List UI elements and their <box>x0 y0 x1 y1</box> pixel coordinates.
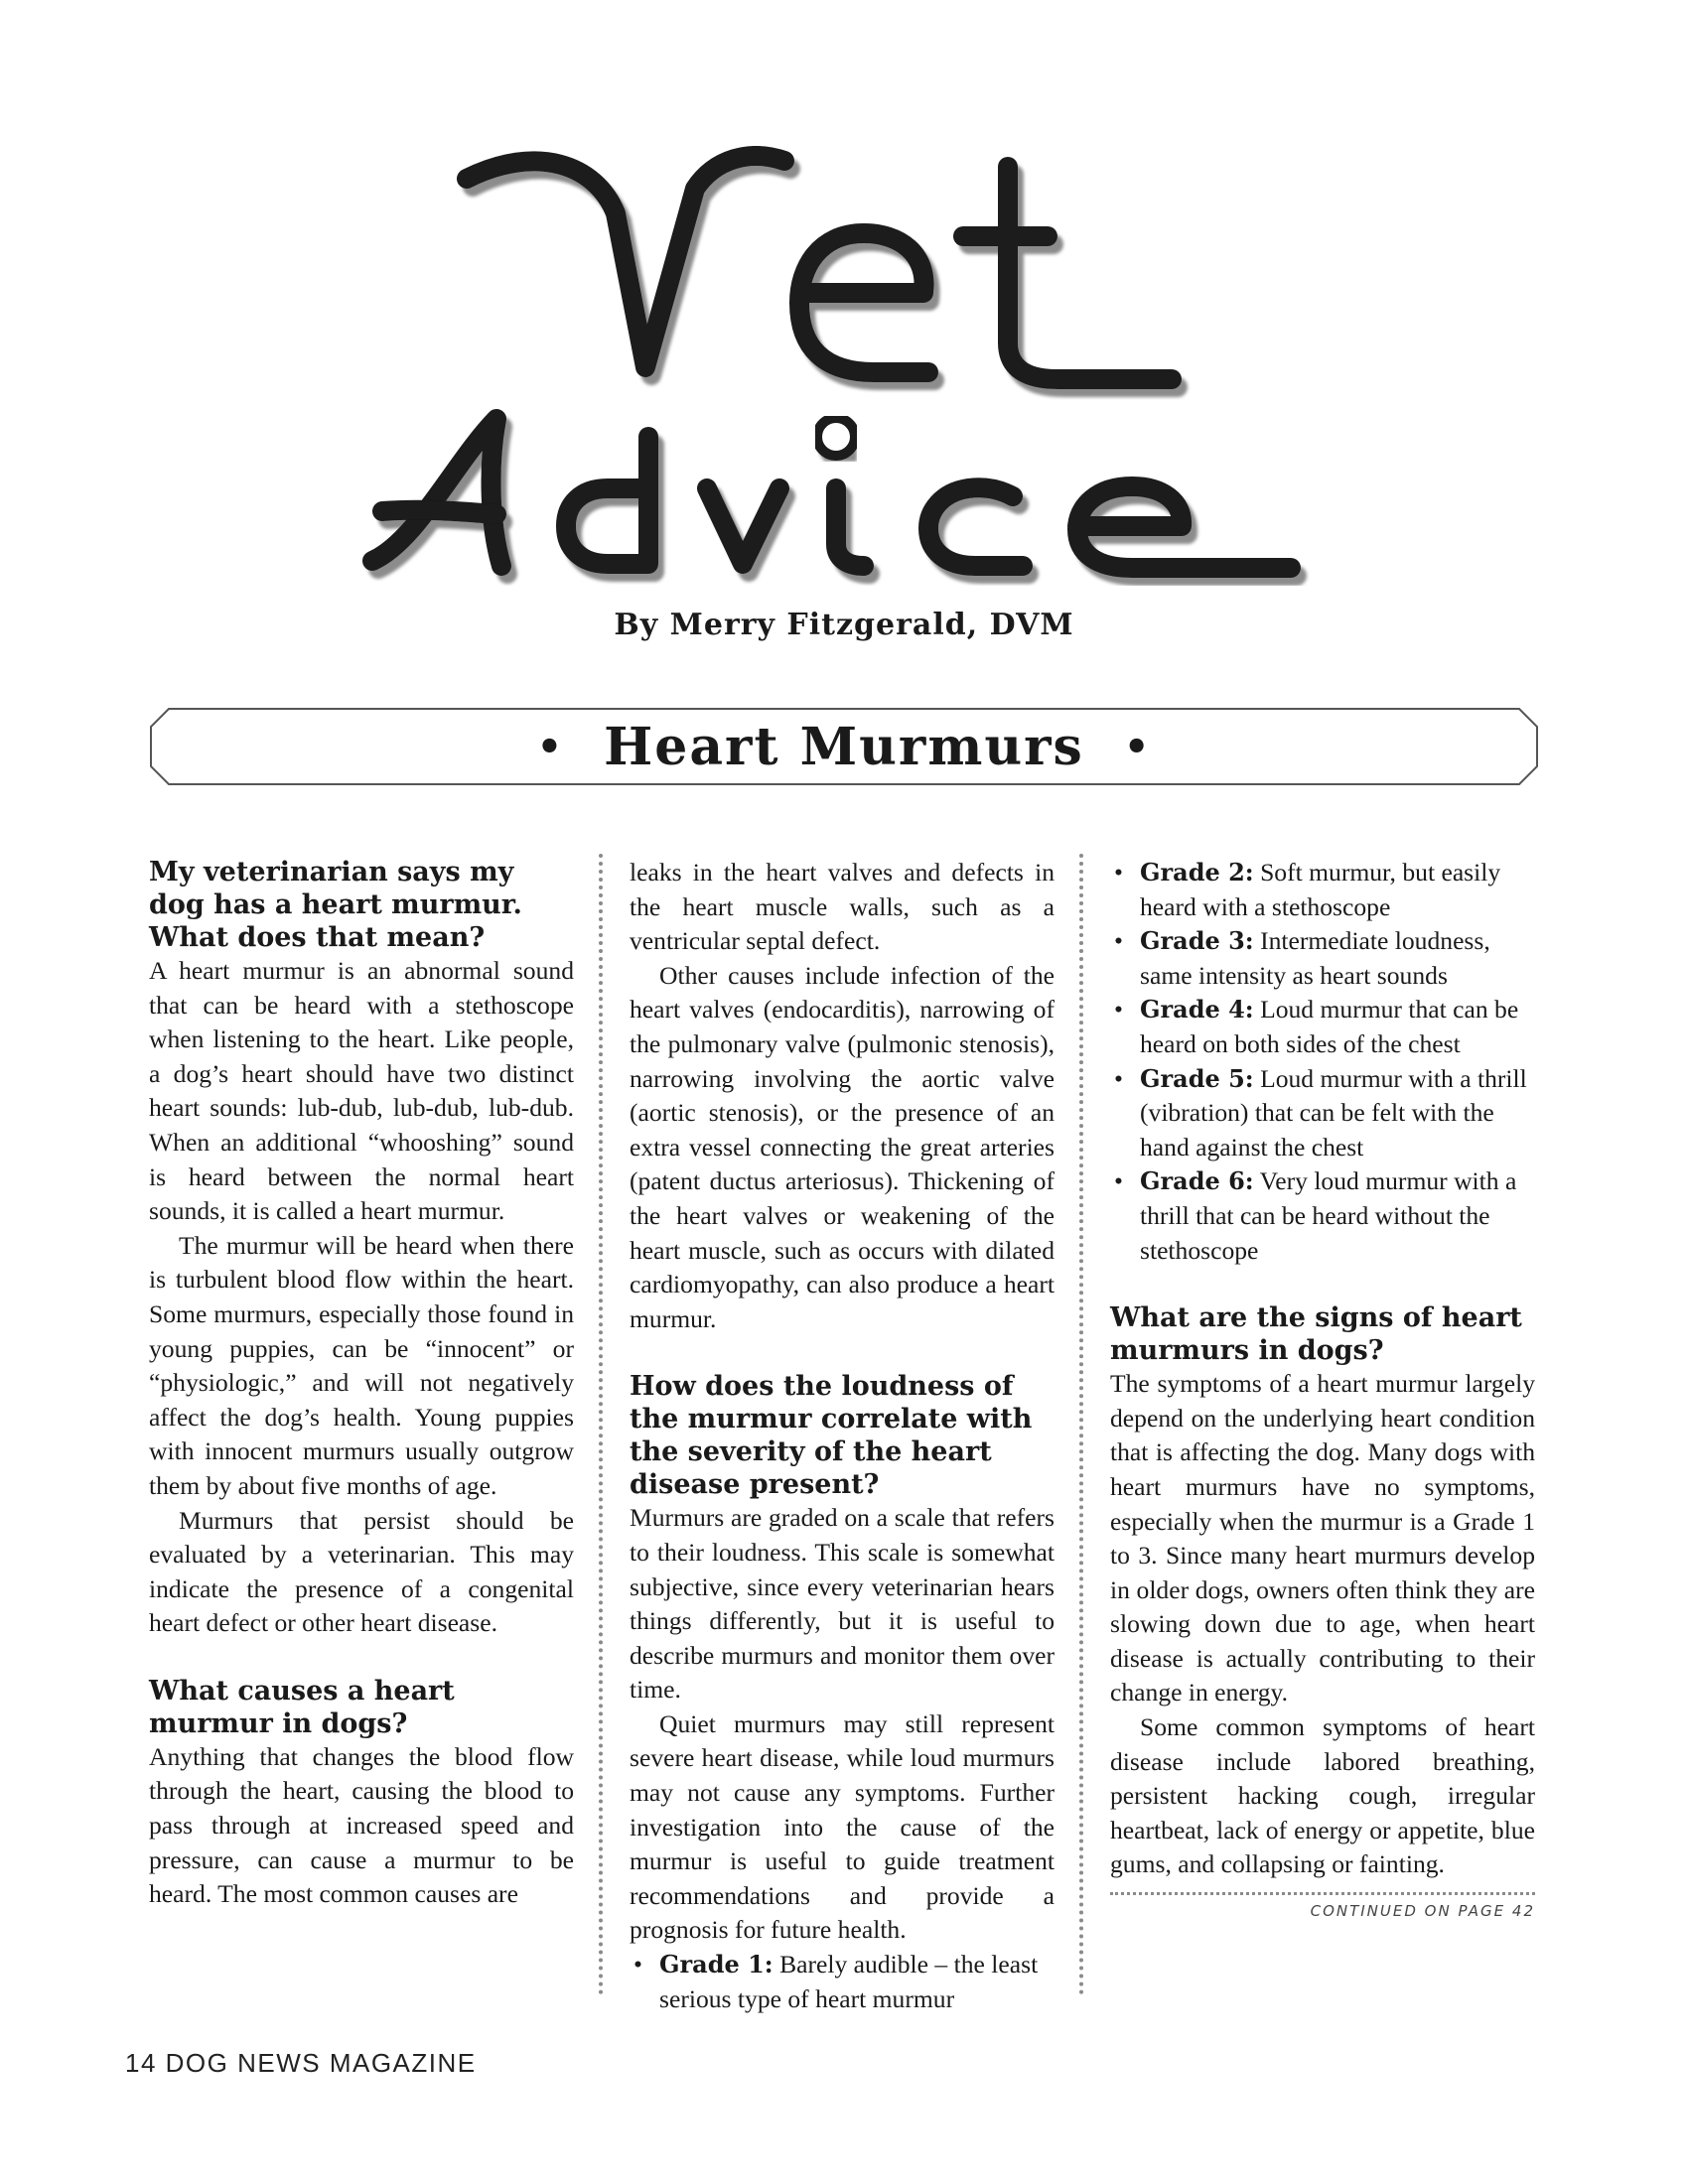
grade-text: Loud murmur with a thrill (vibration) that can be felt with the hand against the chest <box>1140 1063 1527 1161</box>
paragraph: The symptoms of a heart murmur largely depend on the underlying heart condition that is affecting the dog. Many dogs with heart murmurs have no symptoms, especially when the murmur is a Grade 1 to 3. Since many heart murmurs develop in older dogs, owners often think they are slowing down due to age, when heart disease is actually contributing to their change in energy. <box>1110 1369 1535 1707</box>
paragraph: leaks in the heart valves and defects in the heart muscle walls, such as a ventricular septal defect. <box>630 858 1055 956</box>
grade-item <box>1110 856 1535 924</box>
grade-label: Grade 2: <box>1140 858 1254 887</box>
grade-list-continued <box>1110 856 1535 1268</box>
bullet-right: • <box>1123 723 1152 770</box>
grade-label: Grade 1: <box>659 1950 774 1979</box>
byline: By Merry Fitzgerald, DVM <box>614 608 1074 642</box>
article-column-2 <box>630 856 1055 2016</box>
grade-label: Grade 6: <box>1140 1166 1254 1196</box>
article-column-3 <box>1110 856 1535 1921</box>
grade-label: Grade 4: <box>1140 995 1254 1024</box>
topic-title-row <box>149 707 1539 786</box>
article-column-1 <box>149 856 574 1912</box>
grade-label: Grade 5: <box>1140 1063 1254 1093</box>
grade-item <box>1110 924 1535 993</box>
column-divider-1 <box>599 854 603 1995</box>
page-folio: 14 DOG NEWS MAGAZINE <box>125 2048 477 2078</box>
masthead <box>0 119 1688 586</box>
grade-list <box>630 1948 1055 2016</box>
grade-item <box>1110 1062 1535 1165</box>
grade-label: Grade 3: <box>1140 926 1254 956</box>
continued-divider <box>1110 1892 1535 1895</box>
grade-text: Barely audible – the least serious type of heart murmur <box>659 1950 1039 2013</box>
paragraph: Murmurs that persist should be evaluated by a veterinarian. This may indicate the presence of a congenital heart defect or other heart disease. <box>149 1505 574 1638</box>
paragraph: Some common symptoms of heart disease include labored breathing, persistent hacking cough, irregular heartbeat, lack of energy or appetite, blue gums, and collapsing or fainting. <box>1110 1712 1535 1879</box>
question-heading-1: My veterinarian says my dog has a heart murmur. What does that mean? <box>149 857 522 953</box>
topic-title: Heart Murmurs <box>604 716 1084 777</box>
paragraph: The murmur will be heard when there is turbulent blood flow within the heart. Some murmurs, especially those found in young puppies, can be “innocent” or “physiologic,” and will not negatively affect the dog’s health. Young puppies with innocent murmurs usually outgrow them by about five months of age. <box>149 1230 574 1500</box>
paragraph: Quiet murmurs may still represent severe heart disease, while loud murmurs may not cause any symptoms. Further investigation into the cause of the murmur is useful to guide treatment recommendations and provide a prognosis for future health. <box>630 1708 1055 1945</box>
question-heading-4: What are the signs of heart murmurs in dogs? <box>1110 1302 1522 1367</box>
column-divider-2 <box>1079 854 1083 1995</box>
grade-item <box>630 1948 1055 2016</box>
grade-item <box>1110 993 1535 1061</box>
grade-text: Intermediate loudness, same intensity as heart sounds <box>1140 926 1490 990</box>
paragraph: A heart murmur is an abnormal sound that can be heard with a stethoscope when listening to the heart. Like people, a dog’s heart should have two distinct heart sounds: lub-dub, lub-dub, lub-dub. When an additional “whooshing” sound is heard between the normal heart sounds, it is called a heart murmur. <box>149 956 574 1226</box>
grade-text: Loud murmur that can be heard on both sides of the chest <box>1140 995 1519 1058</box>
paragraph: Murmurs are graded on a scale that refers to their loudness. This scale is somewhat subjective, since every veterinarian hears things differently, but it is useful to describe murmurs and monitor them over time. <box>630 1503 1055 1705</box>
paragraph: Other causes include infection of the heart valves (endocarditis), narrowing of the pulmonary valve (pulmonic stenosis), narrowing involving the aortic valve (aortic stenosis), or the presence of an extra vessel connecting the great arteries (patent ductus arteriosus). Thickening of the heart valves or weakening of the heart muscle, such as occurs with dilated cardiomyopathy, can also produce a heart murmur. <box>630 960 1055 1333</box>
question-heading-3: How does the loudness of the murmur correlate with the severity of the heart disease present? <box>630 1371 1033 1501</box>
grade-item <box>1110 1164 1535 1268</box>
question-heading-2: What causes a heart murmur in dogs? <box>149 1675 455 1739</box>
topic-banner <box>149 707 1539 786</box>
paragraph: Anything that changes the blood flow through the heart, causing the blood to pass through at increased speed and pressure, can cause a murmur to be heard. The most common causes are <box>149 1741 574 1909</box>
bullet-left: • <box>536 723 565 770</box>
masthead-lettering <box>0 119 1688 586</box>
grade-text: Very loud murmur with a thrill that can be heard without the stethoscope <box>1140 1166 1517 1265</box>
continued-on-page: CONTINUED ON PAGE 42 <box>1310 1902 1535 1921</box>
grade-text: Soft murmur, but easily heard with a stethoscope <box>1140 858 1501 921</box>
